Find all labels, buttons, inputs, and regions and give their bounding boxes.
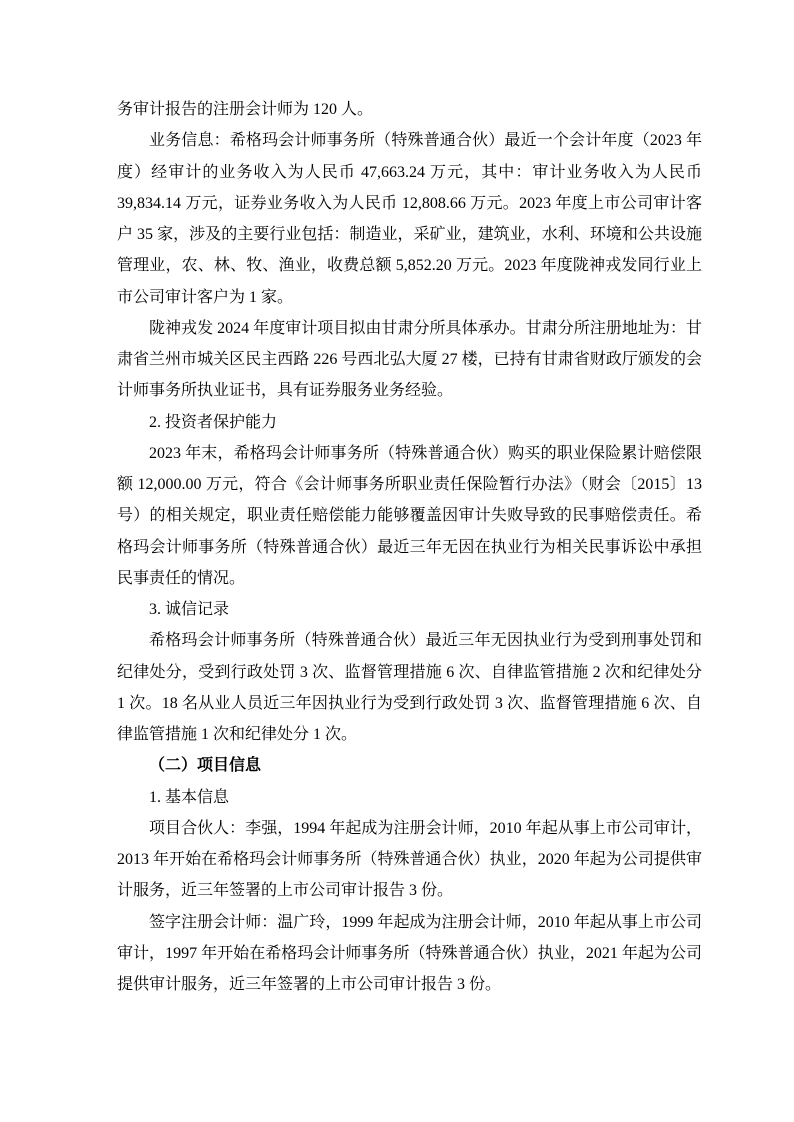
paragraph-gansu-branch: 陇神戎发 2024 年度审计项目拟由甘肃分所具体承办。甘肃分所注册地址为：甘肃省兰州市城关区民主西路 226 号西北弘大厦 27 楼，已持有甘肃省财政厅颁发的会计师事务所执业证书，具有证券服务业务经验。 <box>117 319 702 400</box>
paragraph-business-info: 业务信息：希格玛会计师事务所（特殊普通合伙）最近一个会计年度（2023 年度）经审计的业务收入为人民币 47,663.24 万元，其中：审计业务收入为人民币 39,834.14 万元，证券业务收入为人民币 12,808.66 万元。2023 年度上市公司审计客户 35 家，涉及的主要行业包括：制造业，采矿业，建筑业，水利、环境和公共设施管理业，农、林、牧、渔业，收费总额 5,852.20 万元。2023 年度陇神戎发同行业上市公司审计客户为 1 家。 <box>117 132 702 306</box>
paragraph-signing-cpa: 签字注册会计师：温广玲，1999 年起成为注册会计师，2010 年起从事上市公司审计，1997 年开始在希格玛会计师事务所（特殊普通合伙）执业，2021 年起为公司提供审计服务，近三年签署的上市公司审计报告 3 份。 <box>117 913 702 993</box>
paragraph-project-partner: 项目合伙人：李强，1994 年起成为注册会计师，2010 年起从事上市公司审计，2013 年开始在希格玛会计师事务所（特殊普通合伙）执业，2020 年起为公司提供审计服务，近三年签署的上市公司审计报告 3 份。 <box>117 819 702 900</box>
paragraph-insurance-coverage: 2023 年末，希格玛会计师事务所（特殊普通合伙）购买的职业保险累计赔偿限额 12,000.00 万元，符合《会计师事务所职业责任保险暂行办法》（财会〔2015〕13 号）的相关规定，职业责任赔偿能力能够覆盖因审计失败导致的民事赔偿责任。希格玛会计师事务所（特殊普通合伙）最近三年无因在执业行为相关民事诉讼中承担民事责任的情况。 <box>117 444 702 587</box>
heading-integrity-record: 3. 诚信记录 <box>149 601 230 618</box>
paragraph-integrity-record: 希格玛会计师事务所（特殊普通合伙）最近三年无因执业行为受到刑事处罚和纪律处分，受到行政处罚 3 次、监督管理措施 6 次、自律监管措施 2 次和纪律处分 1 次。18 名从业人员近三年因执业行为受到行政处罚 3 次、监督管理措施 6 次、自律监管措施 1 次和纪律处分 1 次。 <box>117 632 702 743</box>
heading-investor-protection: 2. 投资者保护能力 <box>149 413 278 431</box>
heading-basic-info: 1. 基本信息 <box>149 788 230 806</box>
paragraph-cpa-count-continuation: 务审计报告的注册会计师为 120 人。 <box>117 101 374 118</box>
document-body <box>117 94 702 1000</box>
heading-project-info: （二）项目信息 <box>149 757 262 775</box>
